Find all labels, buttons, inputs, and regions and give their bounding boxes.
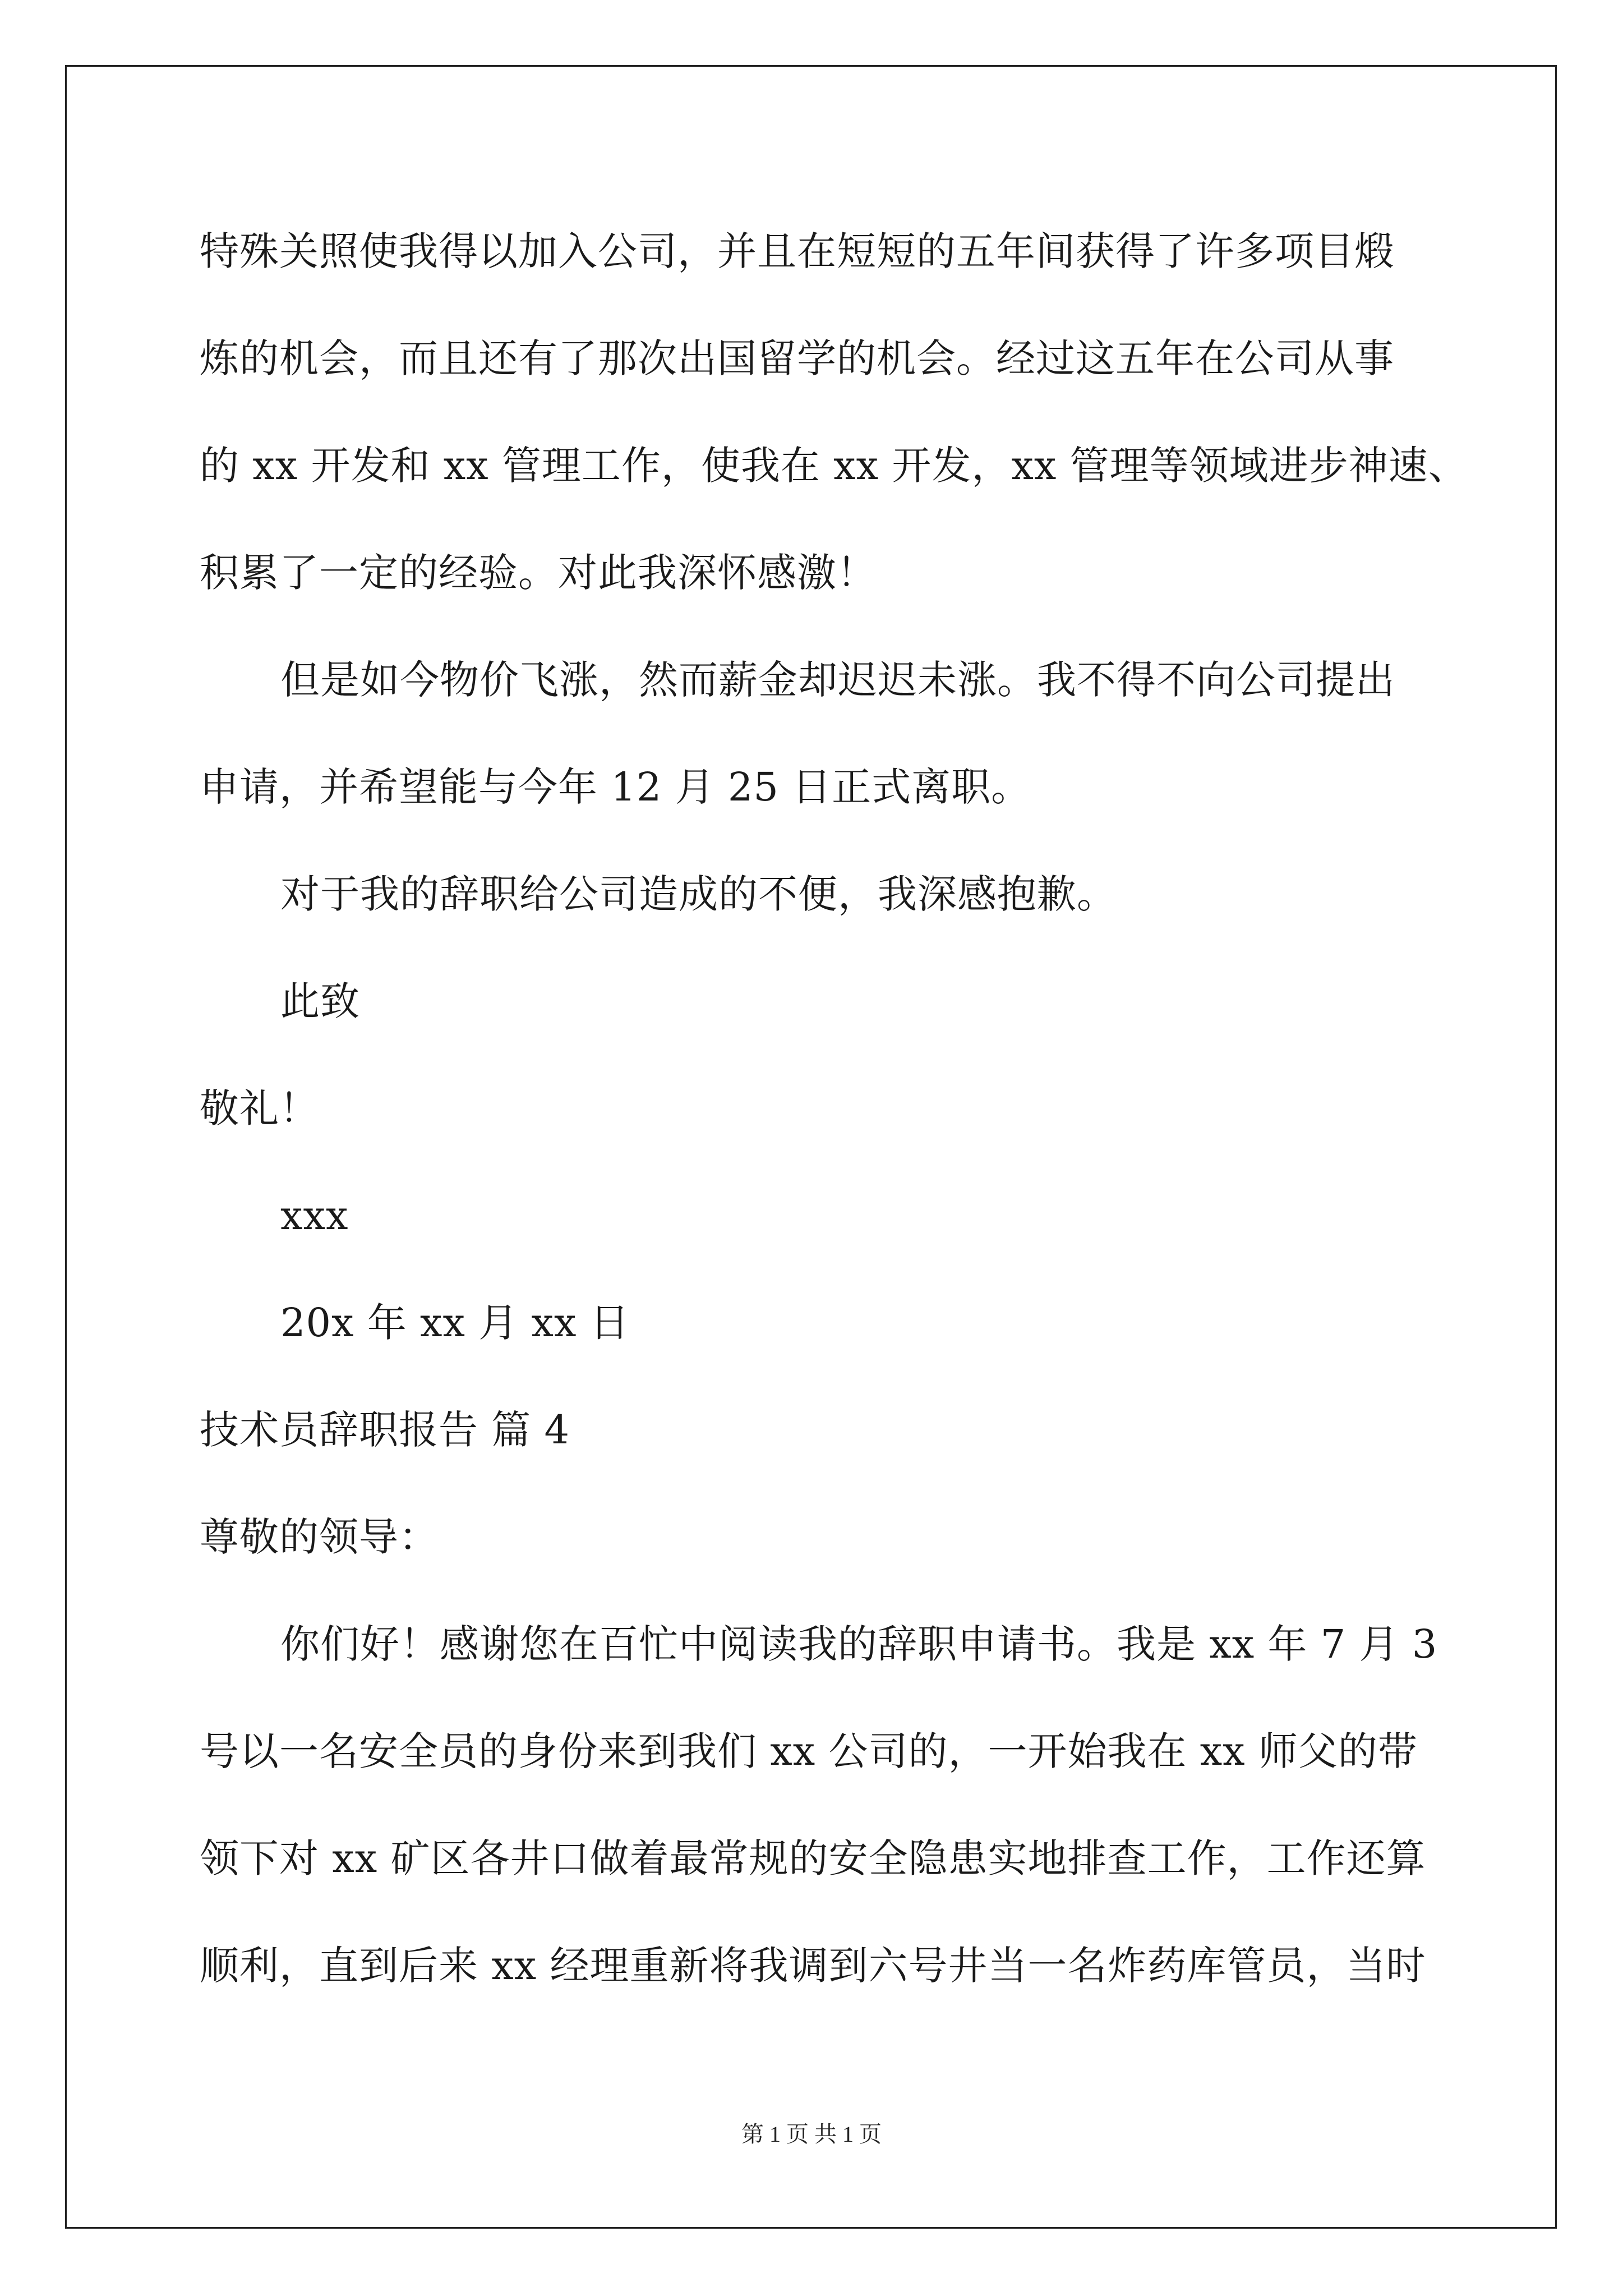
body-text-line: 顺利，直到后来 xx 经理重新将我调到六号井当一名炸药库管员，当时 bbox=[200, 1943, 1426, 1989]
body-text-line: 特殊关照使我得以加入公司，并且在短短的五年间获得了许多项目煅 bbox=[200, 228, 1394, 274]
body-text-line: 炼的机会，而且还有了那次出国留学的机会。经过这五年在公司从事 bbox=[200, 335, 1394, 381]
page-number-footer: 第 1 页 共 1 页 bbox=[741, 2122, 882, 2147]
date-line: 20x 年 xx 月 xx 日 bbox=[280, 1300, 630, 1346]
paragraph-first-line: 但是如今物价飞涨，然而薪金却迟迟未涨。我不得不向公司提出 bbox=[280, 657, 1395, 703]
signature: xxx bbox=[280, 1193, 349, 1239]
body-text-line: 领下对 xx 矿区各井口做着最常规的安全隐患实地排查工作，工作还算 bbox=[200, 1835, 1426, 1881]
body-text-line: 申请，并希望能与今年 12 月 25 日正式离职。 bbox=[200, 764, 1031, 810]
body-text-line: 积累了一定的经验。对此我深怀感激！ bbox=[200, 550, 877, 596]
closing-salutation: 此致 bbox=[280, 978, 360, 1024]
paragraph-first-line: 对于我的辞职给公司造成的不便，我深感抱歉。 bbox=[280, 871, 1117, 917]
body-text-line: 的 xx 开发和 xx 管理工作，使我在 xx 开发，xx 管理等领域进步神速、 bbox=[200, 443, 1468, 489]
page-border bbox=[65, 65, 1557, 2229]
body-text-line: 号以一名安全员的身份来到我们 xx 公司的，一开始我在 xx 师父的带 bbox=[200, 1728, 1418, 1774]
salutation: 尊敬的领导： bbox=[200, 1514, 439, 1560]
section-heading: 技术员辞职报告 篇 4 bbox=[200, 1407, 570, 1453]
paragraph-first-line: 你们好！感谢您在百忙中阅读我的辞职申请书。我是 xx 年 7 月 3 bbox=[280, 1621, 1438, 1667]
closing-regards: 敬礼！ bbox=[200, 1085, 319, 1131]
